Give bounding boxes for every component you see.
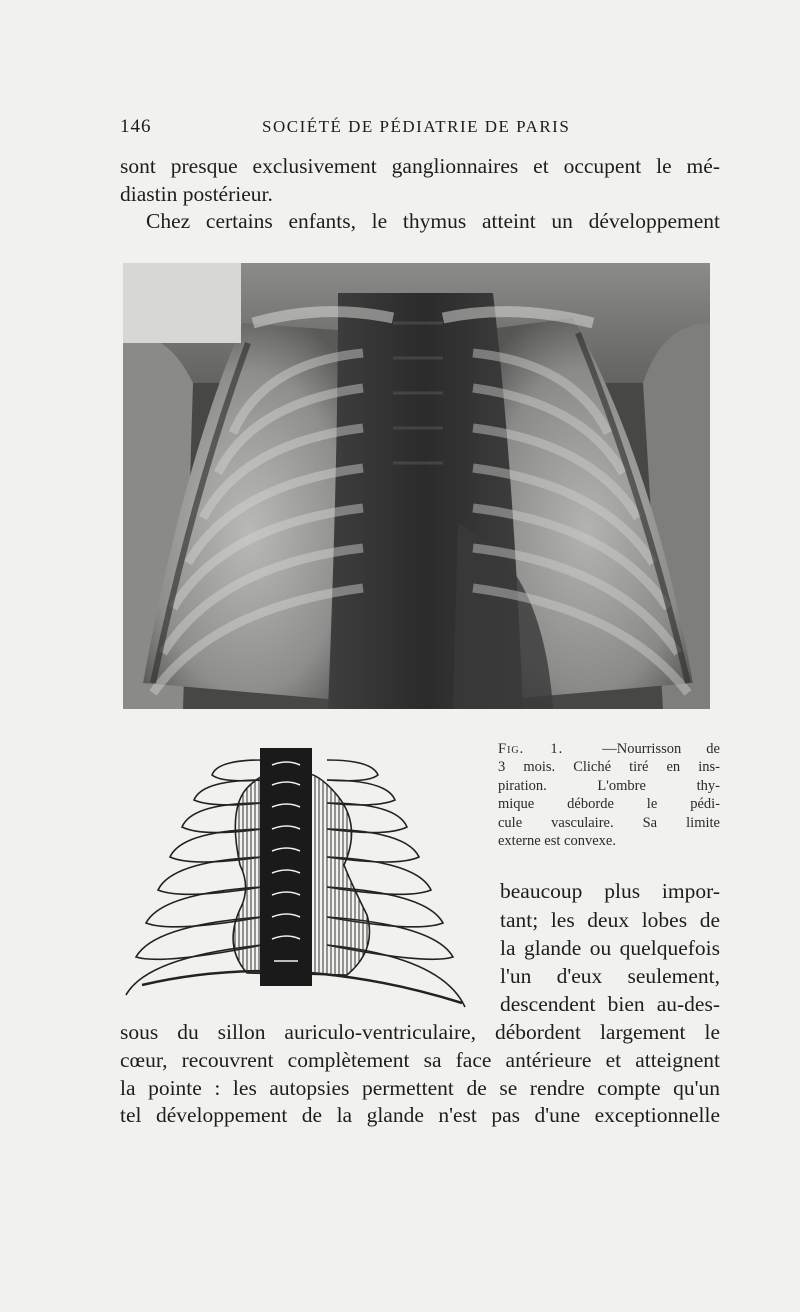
running-head: SOCIÉTÉ DE PÉDIATRIE DE PARIS bbox=[262, 117, 571, 136]
caption-line-4: mique déborde le pédi- bbox=[498, 796, 720, 813]
caption-line-1: —Nourrisson de bbox=[602, 741, 720, 757]
body-line-7: tel développement de la glande n'est pas d'une exceptionnelle bbox=[120, 1103, 720, 1127]
side-line-4: l'un d'eux seulement, bbox=[500, 964, 720, 988]
body-line-3: Chez certains enfants, le thymus atteint un développement bbox=[146, 209, 720, 233]
page-header bbox=[120, 116, 720, 140]
page-number: 146 bbox=[120, 116, 152, 137]
side-line-2: tant; les deux lobes de bbox=[500, 908, 720, 932]
side-line-5: descendent bien au-des- bbox=[500, 992, 720, 1016]
body-line-4: sous du sillon auriculo-ventriculaire, débordent largement le bbox=[120, 1020, 720, 1044]
caption-line-5: cule vasculaire. Sa limite bbox=[498, 814, 720, 831]
body-line-2: diastin postérieur. bbox=[120, 182, 273, 206]
thymus-schematic-drawing bbox=[122, 745, 472, 1013]
side-line-1: beaucoup plus impor- bbox=[500, 879, 720, 903]
chest-xray-photo bbox=[123, 263, 710, 709]
caption-line-2: 3 mois. Cliché tiré en ins- bbox=[498, 759, 720, 776]
caption-label: Fig. 1. bbox=[498, 741, 564, 757]
body-line-6: la pointe : les autopsies permettent de se rendre compte qu'un bbox=[120, 1076, 720, 1100]
caption-line-3: piration. L'ombre thy- bbox=[498, 777, 720, 794]
side-line-3: la glande ou quelquefois bbox=[500, 936, 720, 960]
body-line-1: sont presque exclusivement ganglionnaires et occupent le mé- bbox=[120, 154, 720, 178]
caption-line-6: externe est convexe. bbox=[498, 833, 616, 850]
body-line-5: cœur, recouvrent complètement sa face antérieure et atteignent bbox=[120, 1048, 720, 1072]
figure-caption bbox=[498, 740, 720, 850]
